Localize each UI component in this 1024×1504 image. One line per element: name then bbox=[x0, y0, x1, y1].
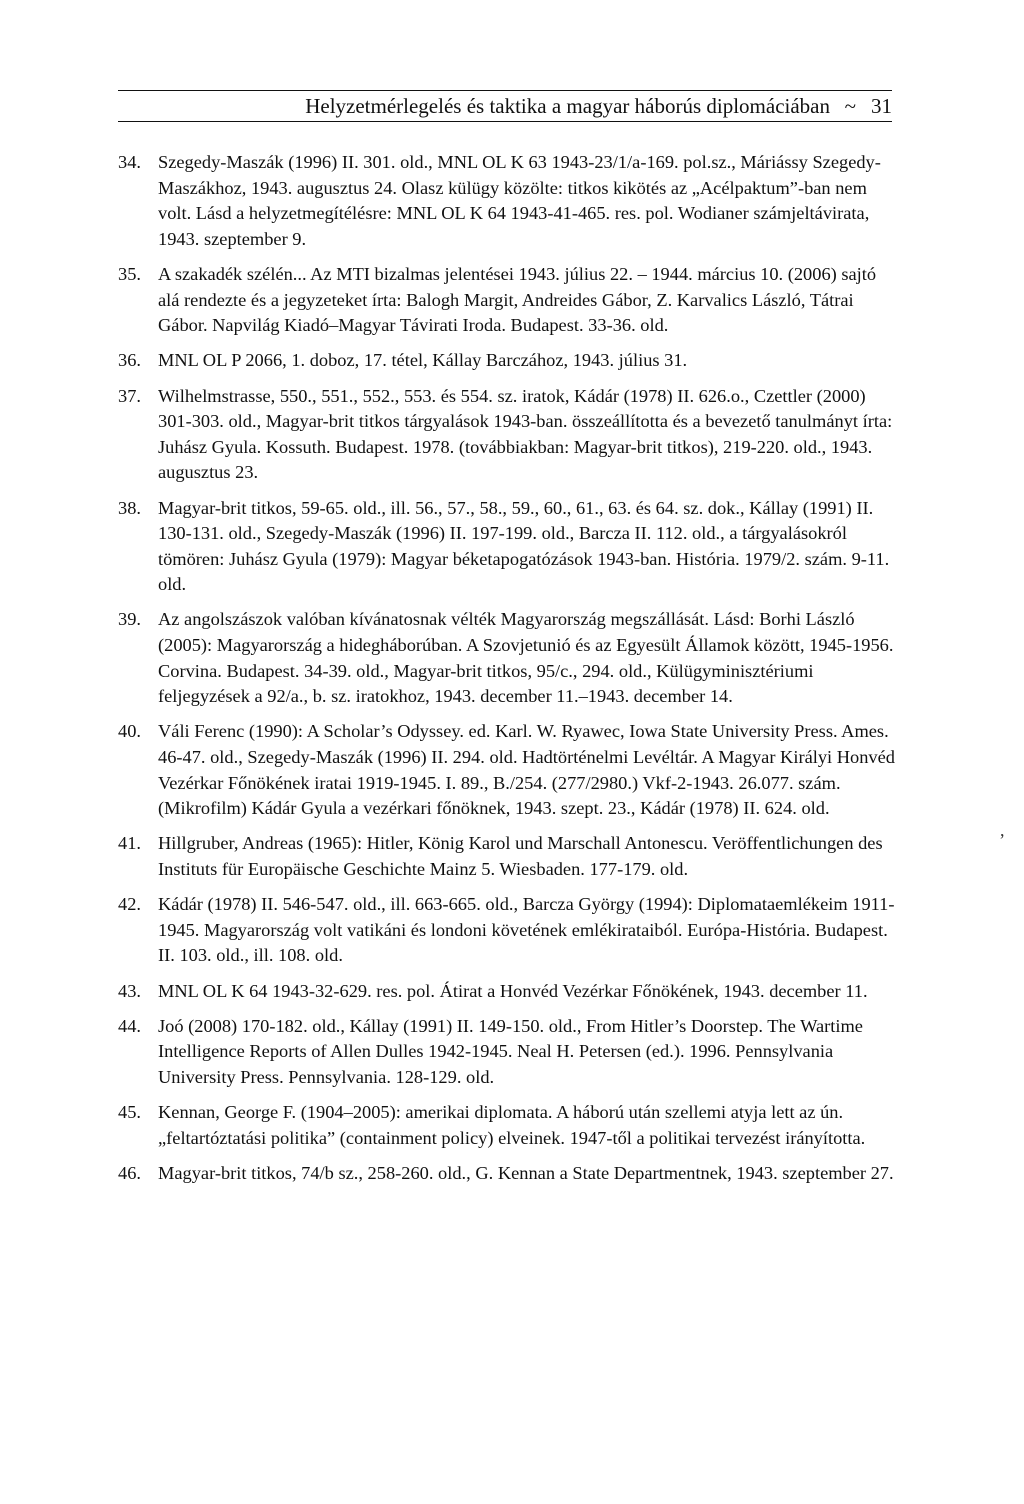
note-number: 35. bbox=[118, 263, 141, 284]
note-text: Joó (2008) 170-182. old., Kállay (1991) II. 149-150. old., From Hitler’s Doorstep. The Wartime Intelligence Reports of Allen Dulles 1942-1945. Neal H. Petersen (ed.). 1996. Pennsylvania University Press. Pennsylvania. 128-129. old. bbox=[158, 1015, 863, 1087]
header-title: Helyzetmérlegelés és taktika a magyar háborús diplomáciában bbox=[305, 94, 830, 118]
endnote-36 bbox=[118, 348, 900, 374]
note-text: Magyar-brit titkos, 74/b sz., 258-260. old., G. Kennan a State Departmentnek, 1943. szeptember 27. bbox=[158, 1162, 894, 1183]
endnote-41 bbox=[118, 831, 900, 882]
note-number: 37. bbox=[118, 385, 141, 406]
note-text: MNL OL P 2066, 1. doboz, 17. tétel, Kállay Barczához, 1943. július 31. bbox=[158, 350, 688, 371]
note-number: 42. bbox=[118, 894, 141, 915]
note-number: 45. bbox=[118, 1102, 141, 1123]
note-text: Wilhelmstrasse, 550., 551., 552., 553. és 554. sz. iratok, Kádár (1978) II. 626.o., Czettler (2000) 301-303. old., Magyar-brit titkos tárgyalások 1943-ban. összeállította és a bevezető tanulmányt írta: Juhász Gyula. Kossuth. Budapest. 1978. (továbbiakban: Magyar-brit titkos), 219-220. old., 1943. augusztus 23. bbox=[158, 385, 893, 483]
note-text: Magyar-brit titkos, 59-65. old., ill. 56., 57., 58., 59., 60., 61., 63. és 64. sz. dok., Kállay (1991) II. 130-131. old., Szegedy-Maszák (1996) II. 197-199. old., Barcza II. 112. old., a tárgyalásokról tömören: Juhász Gyula (1979): Magyar béketapogatózások 1943-ban. História. 1979/2. szám. 9-11. old. bbox=[158, 497, 890, 595]
endnote-37 bbox=[118, 384, 900, 486]
note-number: 46. bbox=[118, 1162, 141, 1183]
margin-mark: , bbox=[1000, 820, 1005, 840]
note-text: Az angolszászok valóban kívánatosnak vélték Magyarország megszállását. Lásd: Borhi László (2005): Magyarország a hidegháborúban. A Szovjetunió és az Egyesült Államok között, 1945-1956. Corvina. Budapest. 34-39. old., Magyar-brit titkos, 95/c., 294. old., Külügyminisztériumi feljegyzések a 92/a., b. sz. iratokhoz, 1943. december 11.–1943. december 14. bbox=[158, 609, 894, 707]
endnote-39 bbox=[118, 607, 900, 709]
endnote-42 bbox=[118, 892, 900, 969]
endnote-35 bbox=[118, 262, 900, 339]
endnote-34 bbox=[118, 150, 900, 252]
note-text: Kádár (1978) II. 546-547. old., ill. 663-665. old., Barcza György (1994): Diplomataemlékeim 1911-1945. Magyarország volt vatikáni és londoni követének emlékirataiból. Európa-História. Budapest. II. 103. old., ill. 108. old. bbox=[158, 894, 895, 966]
endnote-38 bbox=[118, 496, 900, 598]
note-number: 39. bbox=[118, 609, 141, 630]
note-text: Váli Ferenc (1990): A Scholar’s Odyssey. ed. Karl. W. Ryawec, Iowa State University Press. Ames. 46-47. old., Szegedy-Maszák (1996) II. 294. old. Hadtörténelmi Levéltár. A Magyar Királyi Honvéd Vezérkar Főnökének iratai 1919-1945. I. 89., B./254. (277/2980.) Vkf-2-1943. 26.077. szám. (Mikrofilm) Kádár Gyula a vezérkari főnöknek, 1943. szept. 23., Kádár (1978) II. 624. old. bbox=[158, 721, 895, 819]
endnote-43 bbox=[118, 979, 900, 1005]
note-text: A szakadék szélén... Az MTI bizalmas jelentései 1943. július 22. – 1944. március 10. (2006) sajtó alá rendezte és a jegyzeteket írta: Balogh Margit, Andreides Gábor, Z. Karvalics László, Tátrai Gábor. Napvilág Kiadó–Magyar Távirati Iroda. Budapest. 33-36. old. bbox=[158, 263, 877, 336]
note-number: 44. bbox=[118, 1015, 141, 1036]
note-text: Szegedy-Maszák (1996) II. 301. old., MNL OL K 63 1943-23/1/a-169. pol.sz., Máriássy Szegedy-Maszákhoz, 1943. augusztus 24. Olasz külügy közölte: titkos kikötés az „Acélpaktum”-ban nem volt. Lásd a helyzetmegítélésre: MNL OL K 64 1943-41-465. res. pol. Wodianer számjeltávirata, 1943. szeptember 9. bbox=[158, 152, 881, 249]
endnote-44 bbox=[118, 1014, 900, 1091]
endnote-40 bbox=[118, 719, 900, 821]
page-number: 31 bbox=[871, 94, 892, 118]
running-header bbox=[118, 90, 892, 122]
note-number: 38. bbox=[118, 497, 141, 518]
endnote-46 bbox=[118, 1161, 900, 1187]
endnotes-list bbox=[118, 150, 900, 1196]
note-number: 43. bbox=[118, 980, 141, 1001]
note-number: 41. bbox=[118, 833, 141, 854]
endnote-45 bbox=[118, 1100, 900, 1151]
note-text: Kennan, George F. (1904–2005): amerikai diplomata. A háború után szellemi atyja lett az ún. „feltartóztatási politika” (containment policy) elveinek. 1947-től a politikai tervezést irányította. bbox=[158, 1102, 866, 1148]
header-separator: ~ bbox=[844, 94, 856, 118]
note-text: Hillgruber, Andreas (1965): Hitler, König Karol und Marschall Antonescu. Veröffentlichungen des Instituts für Europäische Geschichte Mainz 5. Wiesbaden. 177-179. old. bbox=[158, 833, 883, 879]
note-number: 36. bbox=[118, 350, 141, 371]
note-text: MNL OL K 64 1943-32-629. res. pol. Átirat a Honvéd Vezérkar Főnökének, 1943. december 11. bbox=[158, 980, 868, 1001]
note-number: 40. bbox=[118, 721, 141, 742]
note-number: 34. bbox=[118, 152, 141, 172]
